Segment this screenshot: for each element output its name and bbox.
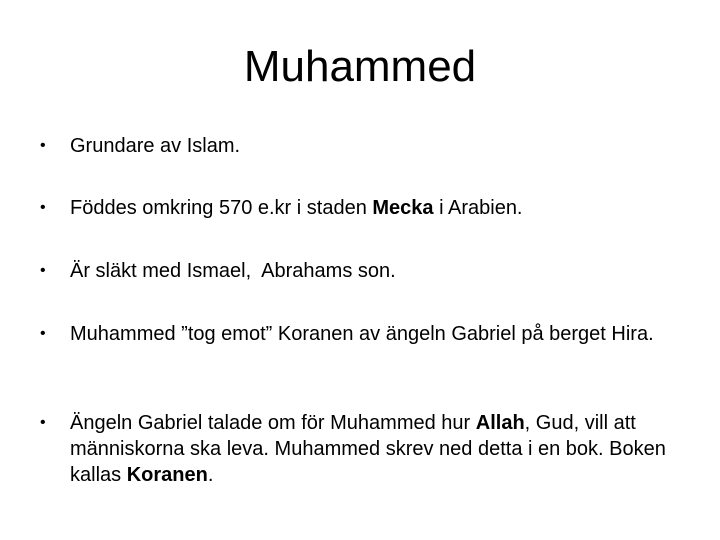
bullet-text-part: , Gud, vill att människorna ska leva. Muhammed skrev ned detta i en bok. Boken kallas bbox=[70, 412, 666, 486]
bullet-text-bold: Allah bbox=[475, 412, 525, 434]
bullet-text bbox=[70, 133, 680, 159]
bullet-icon: • bbox=[40, 325, 46, 342]
bullet-text bbox=[70, 321, 680, 347]
bullet-text bbox=[70, 258, 680, 284]
bullet-icon: • bbox=[40, 199, 46, 216]
bullet-item bbox=[40, 321, 680, 347]
bullet-text-part: Är släkt med Ismael, Abrahams son. bbox=[70, 260, 396, 282]
bullet-text bbox=[70, 195, 680, 221]
bullet-text-part: Föddes omkring 570 e.kr i staden bbox=[70, 197, 373, 219]
bullet-text-bold: Koranen bbox=[126, 464, 208, 486]
slide-title: Muhammed bbox=[243, 42, 477, 91]
bullet-item bbox=[40, 195, 680, 221]
bullet-text-part: i Arabien. bbox=[433, 197, 523, 219]
bullet-icon: • bbox=[40, 137, 46, 154]
bullet-item bbox=[40, 258, 680, 284]
bullet-text-part: Muhammed ”tog emot” Koranen av ängeln Gabriel på berget Hira. bbox=[70, 323, 654, 345]
bullet-icon: • bbox=[40, 262, 46, 279]
bullet-text-part: Grundare av Islam. bbox=[70, 135, 241, 157]
bullet-item bbox=[40, 133, 680, 159]
bullet-text-bold: Mecka bbox=[372, 197, 434, 219]
bullet-item bbox=[40, 410, 680, 488]
bullet-text-part: . bbox=[207, 464, 214, 486]
bullet-text-part: Ängeln Gabriel talade om för Muhammed hur bbox=[70, 412, 476, 434]
bullet-icon: • bbox=[40, 414, 46, 431]
bullet-text bbox=[70, 410, 680, 488]
